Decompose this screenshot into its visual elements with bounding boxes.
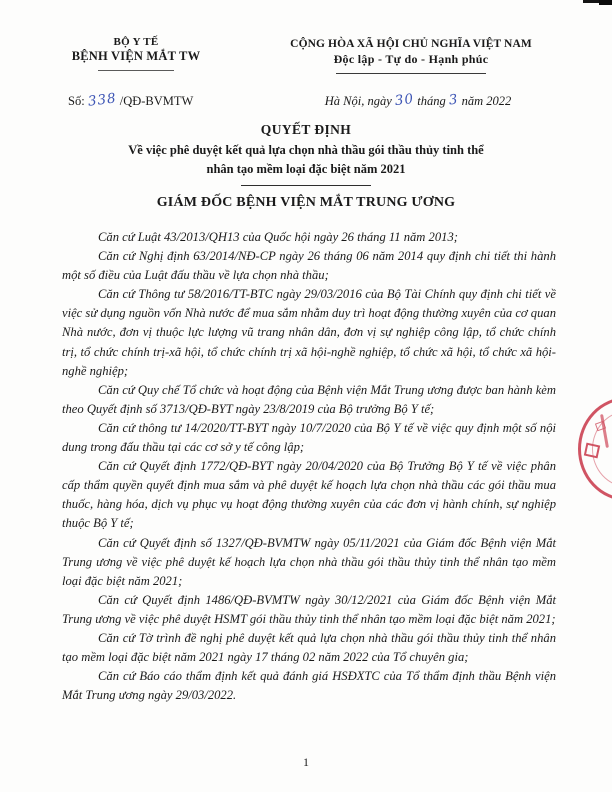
doc-number-suffix: /QĐ-BVMTW — [116, 94, 194, 108]
page-number: 1 — [303, 755, 309, 769]
document-number — [68, 90, 194, 110]
authority-title: GIÁM ĐỐC BỆNH VIỆN MẮT TRUNG ƯƠNG — [156, 195, 456, 210]
legal-basis-paragraph: Căn cứ Tờ trình đề nghị phê duyệt kết quả lựa chọn nhà thầu gói thầu thủy tinh thể nhân tạo mềm loại đặc biệt năm 2021 ngày 17 tháng 02 năm 2022 của Tổ chuyên gia; — [62, 630, 556, 665]
national-header-block — [258, 38, 564, 74]
date-line — [258, 90, 578, 110]
doc-number-handwritten-value: 338 — [86, 90, 118, 110]
official-stamp — [578, 397, 612, 501]
scan-artifact — [599, 0, 612, 5]
date-suffix: năm 2022 — [458, 94, 512, 108]
legal-basis-section — [62, 228, 556, 705]
legal-basis-paragraph: Căn cứ Báo cáo thẩm định kết quả đánh giá HSĐXTC của Tổ thẩm định thầu Bệnh viện Mắt Trung ương ngày 29/03/2022. — [62, 669, 556, 703]
issuing-agency-block — [40, 36, 232, 71]
agency-underline — [98, 70, 174, 71]
legal-basis-paragraph: Căn cứ thông tư 14/2020/TT-BYT ngày 10/7/2020 của Bộ Y tế về việc quy định một số nội dung trong đấu thầu tại các cơ sở y tế công lập; — [62, 420, 556, 455]
legal-basis-paragraph: Căn cứ Nghị định 63/2014/NĐ-CP ngày 26 tháng 06 năm 2014 quy định chi tiết thi hành một số điều của Luật đấu thầu về lựa chọn nhà thầu; — [62, 249, 556, 283]
legal-basis-paragraph: Căn cứ Quyết định 1772/QĐ-BYT ngày 20/04/2020 của Bộ Trưởng Bộ Y tế về việc phân cấp thẩm quyền quyết định mua sắm và phê duyệt kế hoạch lựa chọn nhà thầu các gói thầu mua thuốc, hàng hóa, dịch vụ phục vụ hoạt động thường xuyên của các đơn vị hành chính, sự nghiệp thuộc Bộ Y tế; — [62, 459, 556, 531]
decision-heading: QUYẾT ĐỊNH — [260, 122, 352, 137]
legal-basis-paragraph: Căn cứ Luật 43/2013/QH13 của Quốc hội ngày 26 tháng 11 năm 2013; — [98, 230, 458, 244]
national-title: CỘNG HÒA XÃ HỘI CHỦ NGHĨA VIỆT NAM — [290, 38, 532, 50]
motto-underline — [336, 73, 486, 74]
legal-basis-paragraph: Căn cứ Quyết định 1486/QĐ-BVMTW ngày 30/12/2021 của Giám đốc Bệnh viện Mắt Trung ương về việc phê duyệt HSMT gói thầu thủy tinh thể nhân tạo mềm loại đặc biệt năm 2021; — [62, 592, 556, 626]
doc-number-label: Số: — [68, 94, 88, 108]
stamp-glyph — [584, 443, 600, 459]
decision-subtitle-line1: Về việc phê duyệt kết quả lựa chọn nhà thầu gói thầu thủy tinh thể — [128, 143, 484, 157]
legal-basis-paragraph: Căn cứ Quyết định số 1327/QĐ-BVMTW ngày 05/11/2021 của Giám đốc Bệnh viện Mắt Trung ương về việc phê duyệt kế hoạch lựa chọn nhà thầu gói thầu thủy tinh thể nhân tạo mềm loại đặc biệt năm 2021; — [62, 535, 556, 588]
date-prefix: Hà Nội, ngày — [324, 94, 395, 108]
title-block — [36, 122, 576, 211]
hospital-name: BỆNH VIỆN MẮT TW — [71, 49, 201, 63]
legal-basis-paragraph: Căn cứ Thông tư 58/2016/TT-BTC ngày 29/03/2016 của Bộ Tài Chính quy định chi tiết về việc sử dụng nguồn vốn Nhà nước để mua sắm nhằm duy trì hoạt động thường xuyên của cơ quan Nhà nước, đơn vị thuộc lực lượng vũ trang nhân dân, đơn vị sự nghiệp công lập, tổ chức chính trị, tổ chức chính trị-xã hội, tổ chức chính trị xã hội-nghề nghiệp, tổ chức xã hội, tổ chức xã hội-nghề nghiệp; — [62, 287, 556, 378]
title-underline — [241, 185, 371, 186]
national-motto: Độc lập - Tự do - Hạnh phúc — [333, 52, 489, 66]
handwritten-month: 3 — [447, 91, 460, 109]
handwritten-day: 30 — [393, 90, 415, 110]
legal-basis-paragraph: Căn cứ Quy chế Tổ chức và hoạt động của Bệnh viện Mắt Trung ương được ban hành kèm theo Quyết định số 3713/QĐ-BYT ngày 23/8/2019 của Bộ trưởng Bộ Y tế; — [62, 382, 556, 416]
date-mid: tháng — [414, 94, 449, 108]
decision-subtitle-line2: nhân tạo mềm loại đặc biệt năm 2021 — [206, 161, 406, 176]
ministry-name: BỘ Y TẾ — [113, 36, 159, 48]
